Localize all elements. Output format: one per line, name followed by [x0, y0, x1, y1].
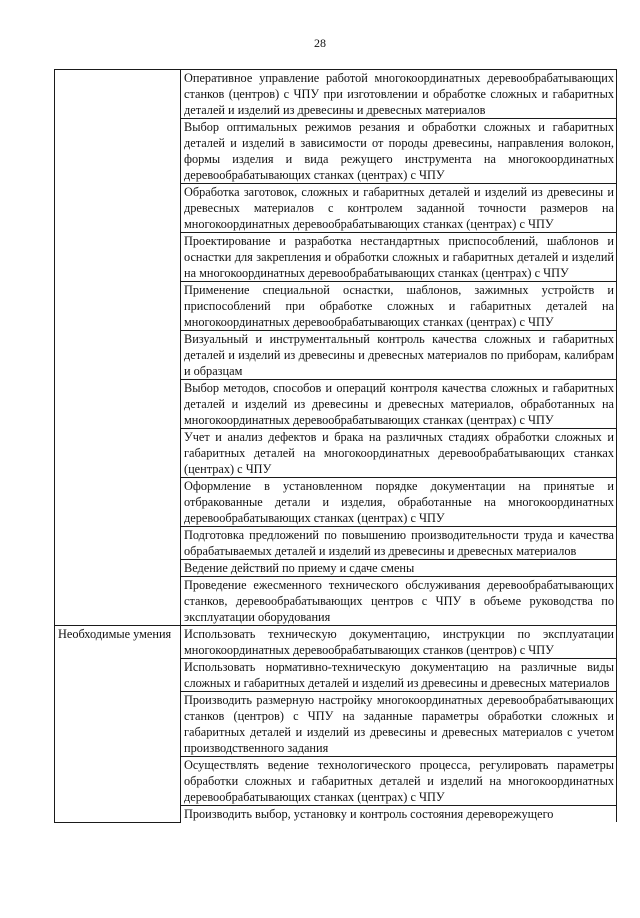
labor-action-text: Проведение ежесменного технического обслуживания деревообрабатывающих станков, деревообрабатывающих центров с ЧПУ в объеме руководства по эксплуатации оборудования — [181, 577, 617, 626]
skill-text: Производить размерную настройку многокоординатных деревообрабатывающих станков (центров) с ЧПУ на заданные параметры обработки сложных и габаритных деталей и изделий из древесины и древесных материалов с учетом производственного задания — [181, 692, 617, 757]
required-skills-label: Необходимые умения — [55, 626, 181, 823]
labor-action-text: Визуальный и инструментальный контроль качества сложных и габаритных деталей и изделий из древесины и древесных материалов по приборам, калибрам и образцам — [181, 331, 617, 380]
row-label-empty — [55, 70, 181, 626]
skill-text: Производить выбор, установку и контроль состояния дереворежущего — [181, 806, 617, 823]
labor-action-text: Оформление в установленном порядке документации на принятые и отбракованные детали и изделия, обработанные на многокоординатных деревообрабатывающих станках (центрах) с ЧПУ — [181, 478, 617, 527]
labor-action-text: Выбор методов, способов и операций контроля качества сложных и габаритных деталей и изделий из древесины и древесных материалов, обработанных на многокоординатных деревообрабатывающих станках (центрах) с ЧПУ — [181, 380, 617, 429]
skill-text: Осуществлять ведение технологического процесса, регулировать параметры обработки сложных и габаритных деталей и изделий на многокоординатных деревообрабатывающих станках (центрах) с ЧПУ — [181, 757, 617, 806]
page-number: 28 — [314, 36, 326, 50]
labor-functions-table — [54, 69, 617, 823]
labor-action-text: Оперативное управление работой многокоординатных деревообрабатывающих станков (центров) с ЧПУ при изготовлении и обработке сложных и габаритных деталей и изделий из древесины и древесных материалов — [181, 70, 617, 119]
table-row — [55, 626, 617, 659]
labor-action-text: Выбор оптимальных режимов резания и обработки сложных и габаритных деталей и изделий в зависимости от породы древесины, направления волокон, формы изделия и вида режущего инструмента на многокоординатных деревообрабатывающих станках (центрах) с ЧПУ — [181, 119, 617, 184]
labor-action-text: Проектирование и разработка нестандартных приспособлений, шаблонов и оснастки для закрепления и обработки сложных и габаритных деталей и изделий на многокоординатных деревообрабатывающих станках (центрах) с ЧПУ — [181, 233, 617, 282]
table-row — [55, 70, 617, 119]
labor-action-text: Учет и анализ дефектов и брака на различных стадиях обработки сложных и габаритных деталей на многокоординатных деревообрабатывающих станках (центрах) с ЧПУ — [181, 429, 617, 478]
skill-text: Использовать техническую документацию, инструкции по эксплуатации многокоординатных деревообрабатывающих станков (центров) с ЧПУ — [181, 626, 617, 659]
labor-action-text: Ведение действий по приему и сдаче смены — [181, 560, 617, 577]
labor-action-text: Подготовка предложений по повышению производительности труда и качества обрабатываемых деталей и изделий из древесины и древесных материалов — [181, 527, 617, 560]
labor-action-text: Обработка заготовок, сложных и габаритных деталей и изделий из древесины и древесных материалов с контролем заданной точности размеров на многокоординатных деревообрабатывающих станках (центрах) с ЧПУ — [181, 184, 617, 233]
skill-text: Использовать нормативно-техническую документацию на различные виды сложных и габаритных деталей и изделий из древесины и древесных материалов — [181, 659, 617, 692]
labor-action-text: Применение специальной оснастки, шаблонов, зажимных устройств и приспособлений при обработке сложных и габаритных деталей на многокоординатных деревообрабатывающих станках (центрах) с ЧПУ — [181, 282, 617, 331]
